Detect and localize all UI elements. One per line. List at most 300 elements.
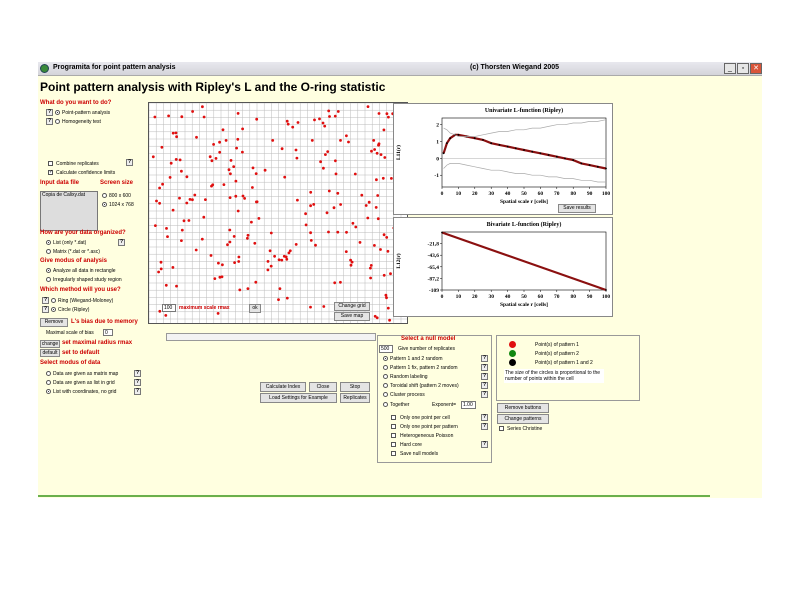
pattern-point [172,209,175,212]
pattern-point [164,314,167,317]
radio-method-ring[interactable] [51,298,56,303]
pattern-point [304,212,307,215]
pattern-point [242,195,245,198]
x-tick-label: 70 [554,294,560,300]
y-tick-label: 2 [436,122,439,129]
set-max-radius-label: set maximal radius rmax [62,340,133,346]
x-axis-label: Spatial scale r [cells] [499,302,549,308]
label-data-list: Data are given as list in grid [53,380,115,386]
pattern-point [339,139,342,142]
help-button-combine[interactable]: ? [127,159,132,165]
x-axis-label: Spatial scale r [cells] [499,199,549,205]
checkbox-null-3[interactable] [391,433,396,438]
pattern-point [229,241,232,244]
rmax-label: maximum scale rmax [179,305,230,311]
x-tick-label: 10 [455,294,462,300]
pattern-point [256,200,259,203]
pattern-point [383,233,386,236]
pattern-point [186,175,189,178]
pattern-point [388,319,391,322]
bias-label: L's bias due to memory [71,319,138,325]
bivariate-chart [393,217,613,317]
input-data-header: Input data file [40,180,79,186]
pattern-point [175,135,178,138]
series-point [499,144,501,146]
series-point [556,156,558,158]
pattern-point [379,248,382,251]
pattern-point [295,149,298,152]
pattern-point [319,160,322,163]
radio-org-list[interactable] [46,240,51,245]
pattern-point [380,153,383,156]
radio-screen-1024[interactable] [102,202,107,207]
close-window-button[interactable]: ✕ [750,63,762,74]
radio-org-matrix[interactable] [46,249,51,254]
pattern-point [370,150,373,153]
pattern-point [376,152,379,155]
radio-null-6[interactable] [383,402,388,407]
pattern-point [312,203,315,206]
pattern-point [383,129,386,132]
help-button-org[interactable]: ? [119,239,124,245]
pattern-point [359,241,362,244]
help-button-chk-1[interactable]: ? [482,414,487,420]
change-rmax-button[interactable]: change [41,341,59,347]
minimize-button[interactable]: _ [724,63,736,74]
pattern-point [334,159,337,162]
pattern-point [285,258,288,261]
x-tick-label: 40 [504,294,511,300]
pattern-point [376,194,379,197]
pattern-point [230,159,233,162]
exponent-input[interactable]: 1.00 [461,401,476,409]
help-button-null-5[interactable]: ? [482,391,487,397]
y-axis-label: L11(r) [396,145,402,160]
pattern-point [314,244,317,247]
y-tick-label: -109 [428,288,439,294]
x-tick-label: 90 [586,294,593,300]
point-pattern-map[interactable] [148,102,408,324]
radio-modus-rect[interactable] [46,268,51,273]
radio-data-coords[interactable] [46,389,51,394]
pattern-point [218,141,221,144]
radio-modus-irreg[interactable] [46,277,51,282]
pattern-point [291,126,294,129]
checkbox-series-christine[interactable] [499,426,504,431]
pattern-point [226,243,229,246]
pattern-point [375,178,378,181]
pattern-point [180,239,183,242]
series-point [523,149,525,151]
y-tick-label: -65,4 [427,264,439,271]
pattern-point [238,256,241,259]
x-tick-label: 90 [586,191,593,197]
pattern-point [322,122,325,125]
pattern-point [215,157,218,160]
pattern-point [309,306,312,309]
help-button-ring[interactable]: ? [43,297,48,303]
pattern-point [349,259,352,262]
series-point [605,289,607,291]
pattern-point [191,198,194,201]
label-data-coords: List with coordinates, no grid [53,389,117,395]
pattern-point [339,281,342,284]
pattern-point [311,139,314,142]
pattern-point [241,128,244,131]
pattern-point [221,275,224,278]
label-null-4: Toroidal shift (pattern 2 moves) [390,383,459,389]
pattern-point [232,165,235,168]
radio-null-4[interactable] [383,383,388,388]
pattern-point [345,231,348,234]
pattern-point [175,158,178,161]
pattern-point [305,224,308,227]
pattern-point [201,105,204,108]
legend-dot-3 [509,359,516,366]
set-default-label: set to default [62,350,100,356]
pattern-point [175,285,178,288]
input-file-list[interactable]: Copia de Calixy.dat [40,191,98,231]
change-grid-button[interactable]: Change grid [334,302,370,311]
pattern-point [222,128,225,131]
pattern-point [170,162,173,165]
label-org-list: List (only *.dat) [53,240,87,246]
pattern-point [285,256,288,259]
series-point [482,139,484,141]
pattern-point [295,243,298,246]
pattern-point [286,297,289,300]
pattern-point [165,227,168,230]
pattern-point [233,235,236,238]
modus-header: Give modus of analysis [40,258,108,264]
help-button-null-2[interactable]: ? [482,364,487,370]
pattern-point [225,139,228,142]
series-point [589,164,591,166]
x-tick-label: 10 [455,191,462,197]
pattern-point [277,298,280,301]
save-results-button[interactable]: Save results [558,204,596,213]
pattern-point [195,136,198,139]
max-bias-input[interactable]: 0 [103,329,113,336]
radio-null-5[interactable] [383,392,388,397]
checkbox-null-2[interactable] [391,424,396,429]
chart-title: Univariate L-function (Ripley) [484,108,564,114]
pattern-point [373,244,376,247]
pattern-point [322,305,325,308]
pattern-point [281,147,284,150]
pattern-point [250,221,253,224]
load-settings-button[interactable]: Load Settings for Example [260,393,337,403]
close-button[interactable]: Close [309,382,337,392]
pattern-point [369,267,372,270]
help-button-null-3[interactable]: ? [482,373,487,379]
label-modus-rect: Analyze all data in rectangle [53,268,116,274]
method-header: Which method will you use? [40,287,121,293]
x-tick-label: 70 [554,191,560,197]
pattern-point [264,169,267,172]
pattern-point [324,153,327,156]
rmax-input[interactable]: 100 [162,304,176,312]
replicates-label: Give number of replicates [398,346,455,352]
pattern-point [167,115,170,118]
pattern-point [267,269,270,272]
radio-homogeneity[interactable] [55,119,60,124]
label-chk-null-1: Only one point per cell [400,415,450,421]
label-null-2: Pattern 1 fix, pattern 2 random [390,365,458,371]
pattern-point [309,231,312,234]
pattern-point [336,231,339,234]
pattern-point [209,155,212,158]
legend-dot-2 [509,350,516,357]
pattern-point [172,132,175,135]
pattern-point [179,159,182,162]
pattern-point [327,110,330,113]
copyright-text: (c) Thorsten Wiegand 2005 [470,64,560,71]
pattern-point [160,268,163,271]
remove-buttons-button[interactable]: Remove buttons [497,403,549,413]
change-patterns-button[interactable]: Change patterns [497,414,549,424]
pattern-point [161,183,164,186]
legend-label-1: Point(s) of pattern 1 [535,342,579,348]
help-button-data-matrix[interactable]: ? [135,370,140,376]
save-map-button[interactable]: Save map [334,312,370,321]
y-tick-label: 0 [436,156,439,163]
pattern-point [202,216,205,219]
pattern-point [387,307,390,310]
maximize-button[interactable]: ▫ [737,63,749,74]
pattern-point [287,123,290,126]
pattern-point [280,259,283,262]
pattern-point [345,134,348,137]
univariate-chart-svg [394,104,612,214]
help-button-chk-2[interactable]: ? [482,423,487,429]
pattern-point [278,258,281,261]
series-point [605,168,607,170]
x-tick-label: 30 [488,191,494,197]
pattern-point [322,167,325,170]
pattern-point [228,168,231,171]
app-window [38,62,762,498]
label-point-pattern: Point-pattern analysis [62,110,111,116]
pattern-point [365,204,368,207]
x-tick-label: 80 [570,294,576,300]
pattern-point [203,116,206,119]
radio-data-list[interactable] [46,380,51,385]
pattern-point [154,116,157,119]
pattern-point [374,315,377,318]
pattern-point [237,210,240,213]
label-chk-null-2: Only one point per pattern [400,424,458,430]
x-tick-label: 20 [472,294,478,300]
pattern-point [158,187,161,190]
radio-data-matrix[interactable] [46,371,51,376]
pattern-point [183,219,186,222]
pattern-point [354,173,357,176]
pattern-point [360,194,363,197]
help-button-chk-4[interactable]: ? [482,441,487,447]
envelope-line [444,120,606,137]
series-point [515,147,517,149]
pattern-point [279,287,282,290]
pattern-point [375,206,378,209]
pattern-point [252,167,255,170]
pattern-point [273,255,276,258]
pattern-point [191,110,194,113]
label-screen-800: 800 x 600 [109,193,131,199]
pattern-point [188,219,191,222]
series-point [449,137,451,139]
pattern-point [334,115,337,118]
pattern-point [383,274,386,277]
pattern-point [247,287,250,290]
series-point [446,142,448,144]
organized-header: How are your data organized? [40,230,126,236]
pattern-point [221,263,224,266]
x-tick-label: 0 [440,294,444,300]
help-button-ppa[interactable]: ? [47,109,52,115]
screen-size-header: Screen size [100,180,134,186]
pattern-point [368,201,371,204]
y-tick-label: -1 [434,173,439,180]
checkbox-null-1[interactable] [391,415,396,420]
pattern-point [241,151,244,154]
pattern-point [269,249,272,252]
label-method-ring: Ring (Wiegand-Moloney) [58,298,114,304]
radio-point-pattern[interactable] [55,110,60,115]
series-point [507,146,509,148]
checkbox-null-4[interactable] [391,442,396,447]
pattern-point [354,226,357,229]
label-chk-null-4: Hard core [400,442,422,448]
default-button[interactable]: default [40,349,60,357]
radio-null-2[interactable] [383,365,388,370]
checkbox-combine[interactable] [48,161,53,166]
x-tick-label: 100 [601,294,611,300]
legend-note: The size of the circles is proportional to the number of points within the cell [504,369,604,383]
pattern-point [313,119,316,122]
pattern-point [229,196,232,199]
pattern-point [157,271,160,274]
pattern-point [154,224,157,227]
label-homogeneity: Homogeneity test [62,119,101,125]
label-null-6: Together [390,402,410,408]
pattern-point [255,172,258,175]
pattern-point [204,198,207,201]
pattern-point [180,170,183,173]
pattern-point [201,238,204,241]
label-null-3: Random labeling [390,374,428,380]
page-heading: Point pattern analysis with Ripley's L and the O-ring statistic [40,80,386,94]
label-combine: Combine replicates [56,161,99,167]
pattern-point [366,217,369,220]
pattern-point [165,284,168,287]
checkbox-null-5[interactable] [391,451,396,456]
calculate-index-button[interactable]: Calculate Index [260,382,306,392]
label-chk-null-3: Heterogeneous Poisson [400,433,454,439]
checkbox-confidence[interactable]: ✓ [49,169,54,175]
help-button-null-1[interactable]: ? [482,355,487,361]
pattern-point [318,118,321,121]
pattern-point [237,260,240,263]
y-tick-label: -87,2 [427,276,439,283]
pattern-point [217,312,220,315]
pattern-point [172,266,175,269]
pattern-point [310,239,313,242]
help-button-data-coords[interactable]: ? [135,388,140,394]
pattern-point [335,173,338,176]
help-button-circle[interactable]: ? [43,306,48,312]
radio-null-1[interactable] [383,356,388,361]
pattern-point [297,121,300,124]
pattern-point [210,254,213,257]
pattern-point [217,262,220,265]
pattern-point [158,202,161,205]
label-modus-irreg: Irregularly shaped study region [53,277,122,283]
y-tick-label: -21,8 [427,241,439,248]
replicates-button[interactable]: Replicates [340,393,370,403]
stop-button[interactable]: Stop [340,382,370,392]
pattern-point [270,232,273,235]
pattern-point [378,112,381,115]
help-button-null-4[interactable]: ? [482,382,487,388]
x-tick-label: 30 [488,294,494,300]
radio-screen-800[interactable] [102,193,107,198]
label-null-1: Pattern 1 and 2 random [390,356,443,362]
pattern-point [223,183,226,186]
pattern-point [328,115,331,118]
bivariate-chart-svg [394,218,612,316]
pattern-point [161,146,164,149]
pattern-point [229,172,232,175]
pattern-point [326,211,329,214]
pattern-point [189,198,192,201]
pattern-point [337,110,340,113]
y-tick-label: -43,6 [427,253,439,260]
radio-method-circle[interactable] [51,307,56,312]
pattern-point [258,217,261,220]
help-button-homog[interactable]: ? [47,118,52,124]
univariate-chart [393,103,613,215]
pattern-point [326,150,329,153]
remove-bias-button[interactable]: Remove [40,318,68,327]
pattern-point [385,236,388,239]
status-line [38,495,710,497]
pattern-point [158,310,161,313]
pattern-point [212,143,215,146]
help-button-data-list[interactable]: ? [135,379,140,385]
replicates-input[interactable]: 500 [379,345,393,353]
label-chk-null-5: Save null models [400,451,439,457]
pattern-point [238,289,241,292]
rmax-ok-button[interactable]: ok [249,304,261,313]
pattern-point [296,157,299,160]
legend-label-2: Point(s) of pattern 2 [535,351,579,357]
pattern-point [345,250,348,253]
pattern-point [328,190,331,193]
series-point [531,151,533,153]
label-screen-1024: 1024 x 768 [109,202,134,208]
exponent-label: Exponent= [432,402,457,408]
y-tick-label: 1 [436,139,439,146]
pattern-point [243,197,246,200]
label-null-5: Cluster process [390,392,425,398]
app-icon [40,64,49,73]
radio-null-3[interactable] [383,374,388,379]
pattern-point [385,294,388,297]
series-point [564,158,566,160]
pattern-point [175,132,178,135]
series-point [572,159,574,161]
